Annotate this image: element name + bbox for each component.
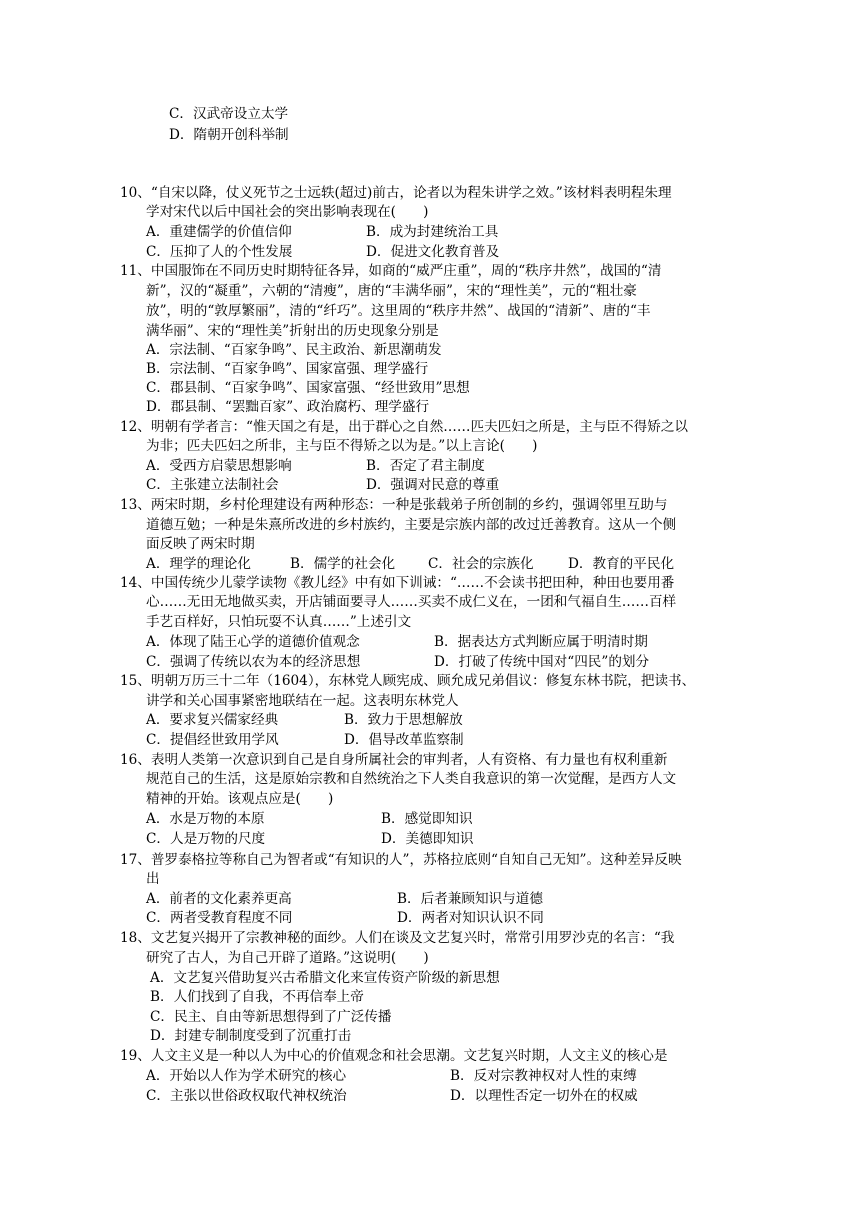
question-10-stem: 10、“自宋以降，仗义死节之士远轶(超过)前古，论者以为程朱讲学之效。”该材料表明程朱理 (120, 185, 672, 201)
option-line: C．强调了传统以农为本的经济思想 (146, 654, 361, 670)
option-line: A．理学的理论化 (146, 556, 251, 572)
question-14-stem: 手艺百样好，只怕玩耍不认真……”上述引文 (146, 614, 412, 630)
option-line: A．受西方启蒙思想影响 (146, 458, 292, 474)
option-line: A．前者的文化素养更高 (146, 891, 292, 907)
option-line: B．成为封建统治工具 (366, 224, 499, 240)
option-line: A．重建儒学的价值信仰 (146, 224, 292, 240)
question-16-stem: 精神的开始。该观点应是( ) (146, 791, 334, 807)
option-line: A．水是万物的本原 (146, 811, 265, 827)
option-line: B．据表达方式判断应属于明清时期 (434, 634, 648, 650)
option-line: B．人们找到了自我，不再信奉上帝 (150, 989, 364, 1005)
option-line: A．宗法制、“百家争鸣”、民主政治、新思潮萌发 (146, 342, 442, 358)
option-line: C．主张建立法制社会 (146, 477, 279, 493)
option-line: C．压抑了人的个性发展 (146, 244, 293, 260)
question-14-stem: 心……无田无地做买卖，开店铺面要寻人……买卖不成仁义在，一团和气福自生……百样 (146, 594, 677, 610)
question-15-stem: 讲学和关心国事紧密地联结在一起。这表明东林党人 (146, 693, 459, 709)
question-17-stem: 出 (146, 871, 160, 887)
option-line: A．开始以人作为学术研究的核心 (146, 1068, 347, 1084)
option-line: C．民主、自由等新思想得到了广泛传播 (150, 1009, 392, 1025)
option-line: D．强调对民意的尊重 (366, 477, 500, 493)
option-line: D．美德即知识 (381, 831, 474, 847)
option-line: C．两者受教育程度不同 (146, 910, 293, 926)
option-line: C．主张以世俗政权取代神权统治 (146, 1088, 347, 1104)
option-line: D．打破了传统中国对“四民”的划分 (434, 654, 650, 670)
option-line: B．否定了君主制度 (366, 458, 485, 474)
question-18-stem: 18、文艺复兴揭开了宗教神秘的面纱。人们在谈及文艺复兴时，常常引用罗沙克的名言：“我 (120, 930, 675, 946)
option-line: C．郡县制、“百家争鸣”、国家富强、“经世致用”思想 (146, 380, 470, 396)
option-line: B．致力于思想解放 (344, 712, 463, 728)
option-line: D．促进文化教育普及 (366, 244, 500, 260)
question-11-stem: 11、中国服饰在不同历史时期特征各异，如商的“威严庄重”，周的“秩序井然”，战国的“清 (120, 263, 662, 279)
question-11-stem: 满华丽”、宋的“理性美”折射出的历史现象分别是 (146, 323, 439, 339)
question-14-stem: 14、中国传统少儿蒙学读物《教儿经》中有如下训诫：“……不会读书把田种，种田也要用番 (120, 575, 675, 591)
question-12-stem: 12、明朝有学者言：“惟天国之有是，出于群心之自然……匹夫匹妇之所是，主与臣不得矫之以 (120, 419, 688, 435)
question-16-stem: 16、表明人类第一次意识到自己是自身所属社会的审判者，人有资格、有力量也有权利重新 (120, 752, 668, 768)
option-line: D．教育的平民化 (568, 556, 675, 572)
question-19-stem: 19、人文主义是一种以人为中心的价值观念和社会思潮。文艺复兴时期，人文主义的核心是 (120, 1048, 668, 1064)
question-13-stem: 13、两宋时期，乡村伦理建设有两种形态：一种是张载弟子所创制的乡约，强调邻里互助与 (120, 497, 668, 513)
option-line: B．宗法制、“百家争鸣”、国家富强、理学盛行 (146, 361, 429, 377)
question-16-stem: 规范自己的生活，这是原始宗教和自然统治之下人类自我意识的第一次觉醒，是西方人文 (146, 771, 677, 787)
option-line: D．倡导改革监察制 (344, 732, 464, 748)
option-line: C．提倡经世致用学风 (146, 732, 279, 748)
question-15-stem: 15、明朝万历三十二年（1604），东林党人顾宪成、顾允成兄弟倡议：修复东林书院，把读书、 (120, 673, 696, 689)
question-11-stem: 新”，汉的“凝重”，六朝的“清瘦”，唐的“丰满华丽”，宋的“理性美”，元的“粗壮豪 (146, 283, 637, 299)
option-line: D．郡县制、“罢黜百家”、政治腐朽、理学盛行 (146, 399, 430, 415)
option-line: C．汉武帝设立太学 (169, 106, 289, 122)
question-12-stem: 为非；匹夫匹妇之所非，主与臣不得矫之以为是。”以上言论( ) (146, 438, 538, 454)
option-line: B．感觉即知识 (381, 811, 473, 827)
option-line: D．隋朝开创科举制 (169, 127, 289, 143)
option-line: D．以理性否定一切外在的权威 (450, 1088, 638, 1104)
option-line: C．人是万物的尺度 (146, 831, 266, 847)
question-13-stem: 道德互勉；一种是朱熹所改进的乡村族约，主要是宗族内部的改过迁善教育。这从一个侧 (146, 517, 677, 533)
option-line: A．要求复兴儒家经典 (146, 712, 279, 728)
option-line: C．社会的宗族化 (428, 556, 534, 572)
option-line: A．体现了陆王心学的道德价值观念 (146, 634, 360, 650)
option-line: A．文艺复兴借助复兴古希腊文化来宣传资产阶级的新思想 (150, 970, 500, 986)
option-line: D．两者对知识认识不同 (397, 910, 544, 926)
option-line: B．儒学的社会化 (290, 556, 396, 572)
question-17-stem: 17、普罗泰格拉等称自己为智者或“有知识的人”，苏格拉底则“自知自己无知”。这种差异反映 (120, 852, 682, 868)
option-line: D．封建专制制度受到了沉重打击 (150, 1028, 352, 1044)
option-line: B．后者兼顾知识与道德 (397, 891, 543, 907)
question-13-stem: 面反映了两宋时期 (146, 536, 255, 552)
option-line: B．反对宗教神权对人性的束缚 (450, 1068, 637, 1084)
question-10-stem: 学对宋代以后中国社会的突出影响表现在( ) (146, 204, 429, 220)
question-11-stem: 放”，明的“敦厚繁丽”，清的“纤巧”。这里周的“秩序井然”、战国的“清新”、唐的“丰 (146, 303, 651, 319)
question-18-stem: 研究了古人，为自己开辟了道路。”这说明( ) (146, 950, 429, 966)
